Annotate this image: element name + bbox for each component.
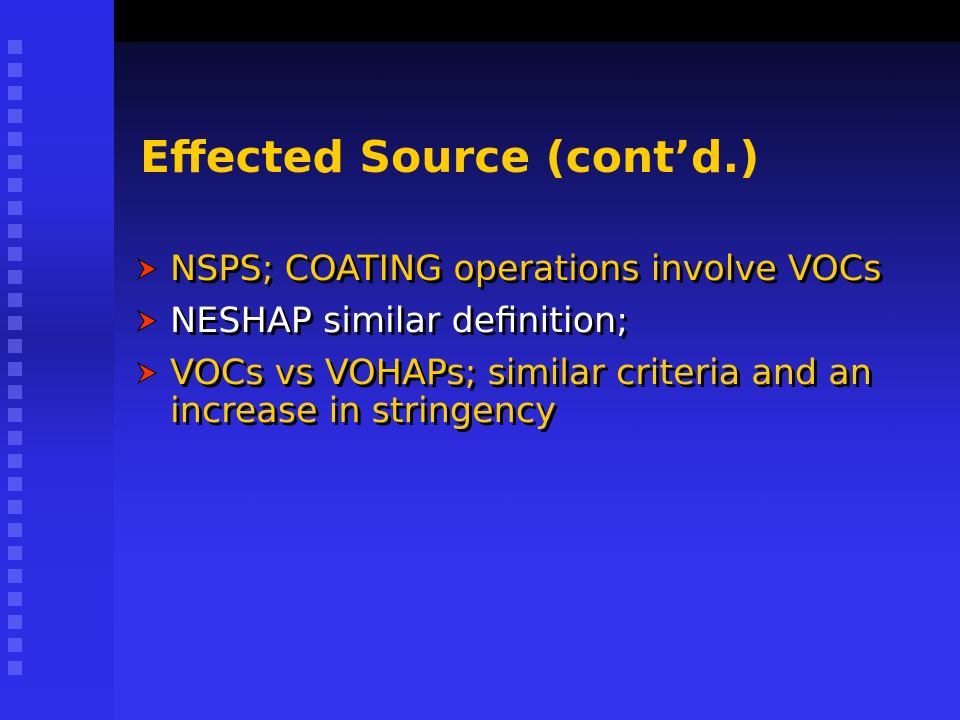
decorative-square bbox=[8, 339, 22, 353]
decorative-square bbox=[8, 201, 22, 215]
decorative-square bbox=[8, 247, 22, 261]
decorative-square bbox=[8, 132, 22, 146]
decorative-square bbox=[8, 661, 22, 675]
slide-title: Effected Source (cont’d.) bbox=[140, 132, 760, 183]
decorative-square-column bbox=[4, 40, 28, 680]
decorative-square bbox=[8, 638, 22, 652]
bullet-text: NESHAP similar definition; bbox=[170, 301, 629, 341]
decorative-square bbox=[8, 500, 22, 514]
bullet-text: VOCs vs VOHAPs; similar criteria and an increase in stringency bbox=[170, 353, 872, 431]
decorative-square bbox=[8, 569, 22, 583]
decorative-square bbox=[8, 155, 22, 169]
bullet-list bbox=[136, 250, 936, 444]
arrow-right-icon bbox=[136, 362, 158, 384]
decorative-square bbox=[8, 293, 22, 307]
bullet-item bbox=[136, 302, 936, 340]
decorative-square bbox=[8, 523, 22, 537]
decorative-square bbox=[8, 546, 22, 560]
decorative-square bbox=[8, 40, 22, 54]
left-decorative-band bbox=[0, 0, 114, 720]
arrow-right-icon bbox=[136, 310, 158, 332]
decorative-square bbox=[8, 477, 22, 491]
decorative-square bbox=[8, 408, 22, 422]
decorative-square bbox=[8, 63, 22, 77]
decorative-square bbox=[8, 224, 22, 238]
decorative-square bbox=[8, 454, 22, 468]
arrow-right-icon bbox=[136, 258, 158, 280]
bullet-item bbox=[136, 250, 936, 288]
decorative-square bbox=[8, 592, 22, 606]
top-bar bbox=[114, 0, 960, 42]
decorative-square bbox=[8, 109, 22, 123]
decorative-square bbox=[8, 316, 22, 330]
decorative-square bbox=[8, 362, 22, 376]
bullet-item bbox=[136, 354, 936, 430]
decorative-square bbox=[8, 385, 22, 399]
bullet-text: NSPS; COATING operations involve VOCs bbox=[170, 249, 882, 289]
decorative-square bbox=[8, 270, 22, 284]
decorative-square bbox=[8, 431, 22, 445]
decorative-square bbox=[8, 615, 22, 629]
decorative-square bbox=[8, 178, 22, 192]
decorative-square bbox=[8, 86, 22, 100]
